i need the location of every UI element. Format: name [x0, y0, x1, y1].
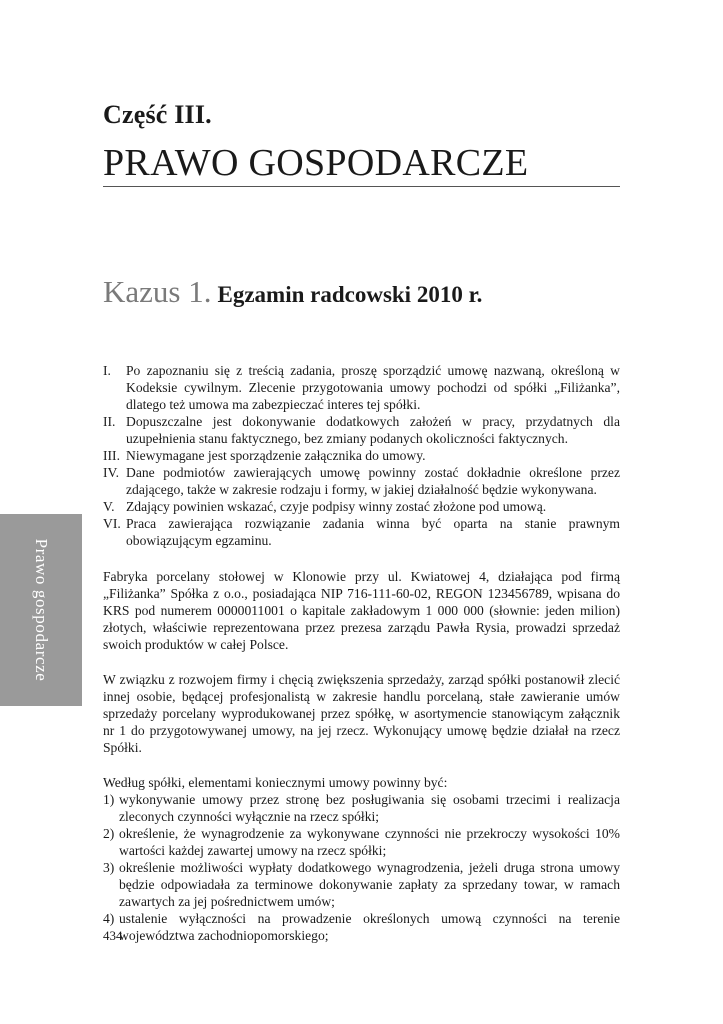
contract-element-item: [103, 825, 620, 859]
element-text: określenie, że wynagrodzenie za wykonywane czynności nie przekroczy wysokości 10% wartości każdej zawartej umowy na rzecz spółki;: [119, 826, 620, 858]
title-divider: [103, 186, 620, 187]
instruction-item: [103, 498, 620, 515]
instruction-text: Praca zawierająca rozwiązanie zadania winna być oparta na stanie prawnym obowiązującym egzaminu.: [126, 516, 620, 548]
contract-element-item: [103, 859, 620, 910]
case-subtitle: Egzamin radcowski 2010 r.: [217, 282, 483, 307]
element-marker: 3): [103, 860, 115, 875]
section-side-tab: [0, 514, 82, 706]
contract-element-item: [103, 791, 620, 825]
instruction-marker: III.: [103, 448, 120, 463]
side-tab-label: Prawo gospodarcze: [32, 538, 51, 682]
instruction-marker: I.: [103, 363, 111, 378]
instruction-marker: IV.: [103, 465, 119, 480]
instruction-item: [103, 413, 620, 447]
element-marker: 4): [103, 911, 115, 926]
instruction-marker: II.: [103, 414, 116, 429]
case-heading: [103, 274, 482, 310]
page-number: 434: [103, 928, 123, 943]
contract-elements-list: [103, 791, 620, 944]
instruction-text: Zdający powinien wskazać, czyje podpisy winny zostać złożone pod umową.: [126, 499, 547, 514]
part-label: Część III.: [103, 100, 212, 129]
instruction-item: [103, 447, 620, 464]
case-number: Kazus 1.: [103, 274, 212, 309]
facts-paragraph: Fabryka porcelany stołowej w Klonowie przy ul. Kwiatowej 4, działająca pod firmą „Filiżanka” Spółka z o.o., posiadająca NIP 716-111-60-02, REGON 123456789, wpisana do KRS pod numerem 0000011001 o kapitale zakładowym 1 000 000 (słownie: jeden milion) złotych, właściwie reprezentowana przez prezesa zarządu Pawła Rysia, prowadzi sprzedaż swoich produktów w całej Polsce.: [103, 569, 620, 652]
instruction-text: Niewymagane jest sporządzenie załącznika do umowy.: [126, 448, 426, 463]
element-text: wykonywanie umowy przez stronę bez posługiwania się osobami trzecimi i realizacja zleconych czynności wyłącznie na rzecz spółki;: [119, 792, 620, 824]
instruction-marker: VI.: [103, 516, 121, 531]
instruction-text: Dane podmiotów zawierających umowę powinny zostać dokładnie określone przez zdającego, także w zakresie rodzaju i formy, w jakiej działalność będzie wykonywana.: [126, 465, 620, 497]
facts-paragraph: W związku z rozwojem firmy i chęcią zwiększenia sprzedaży, zarząd spółki postanowił zlecić innej osobie, będącej profesjonalistą w zakresie handlu porcelaną, stałe zawieranie umów sprzedaży porcelany wyprodukowanej przez spółkę, w asortymencie stanowiącym załącznik nr 1 do przygotowywanej umowy, na jej rzecz. Wykonujący umowę będzie działał na rzecz Spółki.: [103, 672, 620, 755]
elements-intro: Według spółki, elementami koniecznymi umowy powinny być:: [103, 775, 448, 790]
part-title: PRAWO GOSPODARCZE: [103, 142, 529, 184]
element-text: ustalenie wyłączności na prowadzenie określonych umową czynności na terenie województwa zachodniopomorskiego;: [119, 911, 620, 943]
instruction-text: Po zapoznaniu się z treścią zadania, proszę sporządzić umowę nazwaną, określoną w Kodeksie cywilnym. Zlecenie przygotowania umowy pochodzi od spółki „Filiżanka”, dlatego też umowa ma zabezpieczać interes tej spółki.: [126, 363, 620, 412]
instruction-text: Dopuszczalne jest dokonywanie dodatkowych założeń w pracy, przydatnych dla uzupełnienia stanu faktycznego, bez zmiany podanych okoliczności faktycznych.: [126, 414, 620, 446]
element-marker: 2): [103, 826, 115, 841]
instruction-item: [103, 464, 620, 498]
element-marker: 1): [103, 792, 115, 807]
instruction-item: [103, 515, 620, 549]
element-text: określenie możliwości wypłaty dodatkowego wynagrodzenia, jeżeli druga strona umowy będzie odpowiadała za terminowe dokonywanie zapłaty za sprzedany towar, w ramach zawartych za jej pośrednictwem umów;: [119, 860, 620, 909]
instruction-marker: V.: [103, 499, 115, 514]
case-content: [103, 362, 620, 944]
instruction-item: [103, 362, 620, 413]
contract-element-item: [103, 910, 620, 944]
instructions-list: [103, 362, 620, 549]
